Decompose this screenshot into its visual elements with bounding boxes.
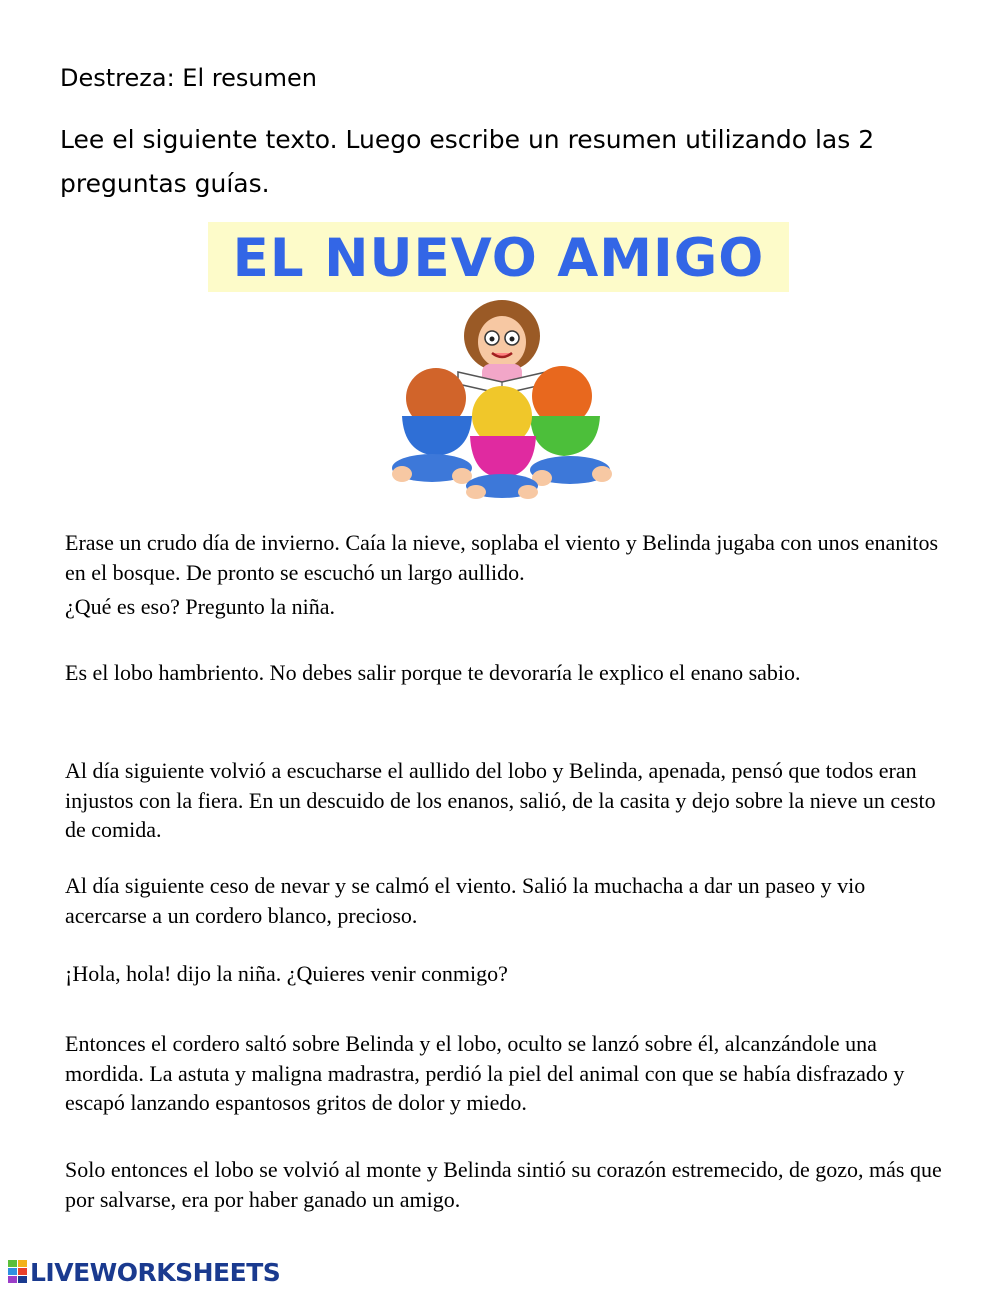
story-paragraph-4: Al día siguiente volvió a escucharse el aullido del lobo y Belinda, apenada, pensó que todos eran injustos con la fiera. En un descuido de los enanos, salió, de la casita y dejo sobre la nieve un cesto de comida. [65,758,936,842]
story-paragraph-3: Es el lobo hambriento. No debes salir porque te devoraría le explico el enano sabio. [65,660,801,685]
skill-heading: Destreza: El resumen [60,64,317,92]
liveworksheets-logo[interactable] [8,1258,280,1286]
child-middle [466,386,538,499]
logo-text: LIVEWORKSHEETS [30,1257,281,1287]
story-paragraph-1: Erase un crudo día de invierno. Caía la nieve, soplaba el viento y Belinda jugaba con unos enanitos en el bosque. De pronto se escuchó un largo aullido. [65,530,939,585]
instructions-text: Lee el siguiente texto. Luego escribe un resumen utilizando las 2 preguntas guías. [60,125,875,198]
story-paragraph-6: ¡Hola, hola! dijo la niña. ¿Quieres venir conmigo? [65,961,508,986]
story-paragraph-8: Solo entonces el lobo se volvió al monte y Belinda sintió su corazón estremecido, de gozo, más que por salvarse, era por haber ganado un amigo. [65,1157,942,1212]
teacher-figure [458,300,546,394]
child-right [530,366,612,486]
child-left [392,368,472,484]
teacher-reading-to-children-illustration [384,298,620,500]
story-title: EL NUEVO AMIGO [232,228,765,289]
liveworksheets-blocks-icon [8,1260,28,1284]
story-paragraph-5: Al día siguiente ceso de nevar y se calmó el viento. Salió la muchacha a dar un paseo y vio acercarse a un cordero blanco, precioso. [65,873,866,928]
story-paragraph-7: Entonces el cordero saltó sobre Belinda y el lobo, oculto se lanzó sobre él, alcanzándole una mordida. La astuta y maligna madrastra, perdió la piel del animal con que se había disfrazado y escapó lanzando espantosos gritos de dolor y miedo. [65,1031,905,1115]
title-highlight [208,222,789,292]
story-paragraph-2: ¿Qué es eso? Pregunto la niña. [65,594,336,619]
